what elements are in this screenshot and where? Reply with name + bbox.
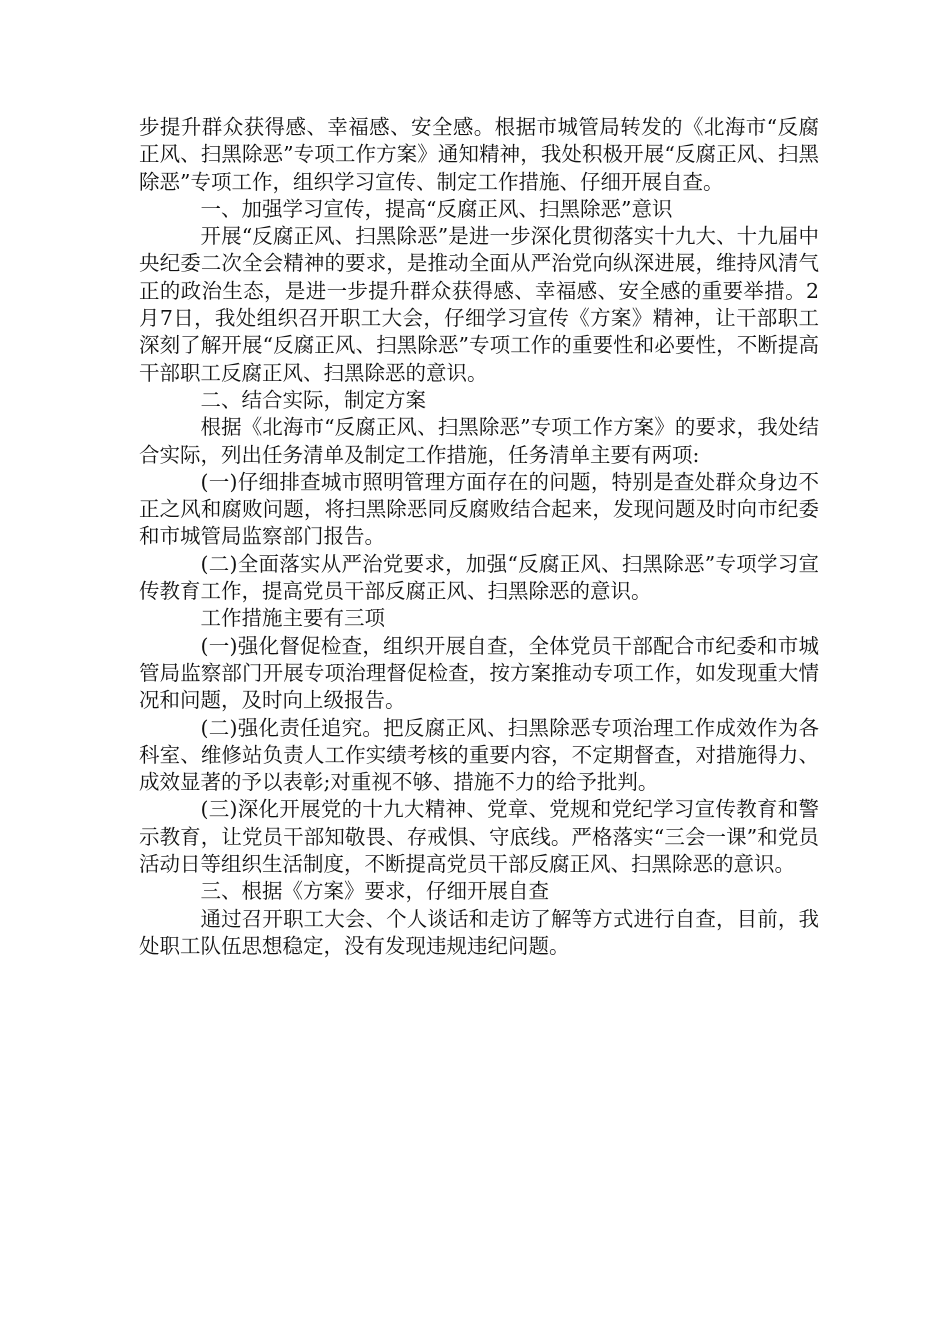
measure-item-2: (二)强化责任追究。把反腐正风、扫黑除恶专项治理工作成效作为各科室、维修站负责人工作实绩考核的重要内容，不定期督查，对措施得力、成效显著的予以表彰;对重视不够、措施不力的给予批判。	[139, 715, 819, 795]
task-item-2: (二)全面落实从严治党要求，加强“反腐正风、扫黑除恶”专项学习宣传教育工作，提高党员干部反腐正风、扫黑除恶的意识。	[139, 551, 819, 604]
paragraph-section-3: 通过召开职工大会、个人谈话和走访了解等方式进行自查，目前，我处职工队伍思想稳定，没有发现违规违纪问题。	[139, 906, 819, 958]
paragraph-section-2: 根据《北海市“反腐正风、扫黑除恶”专项工作方案》的要求，我处结合实际，列出任务清单及制定工作措施，任务清单主要有两项:	[139, 415, 819, 467]
paragraph-intro: 步提升群众获得感、幸福感、安全感。根据市城管局转发的《北海市“反腐正风、扫黑除恶”专项工作方案》通知精神，我处积极开展“反腐正风、扫黑除恶”专项工作，组织学习宣传、制定工作措施、仔细开展自查。	[139, 115, 819, 194]
measure-item-1: (一)强化督促检查，组织开展自查，全体党员干部配合市纪委和市城管局监察部门开展专项治理督促检查，按方案推动专项工作，如发现重大情况和问题，及时向上级报告。	[139, 633, 819, 713]
document-body	[139, 114, 819, 960]
section-heading-2: 二、结合实际，制定方案	[200, 387, 426, 412]
paragraph-section-1: 开展“反腐正风、扫黑除恶”是进一步深化贯彻落实十九大、十九届中央纪委二次全会精神的要求，是推动全面从严治党向纵深进展，维持风清气正的政治生态，是进一步提升群众获得感、幸福感、安全感的重要举措。2月7日，我处组织召开职工大会，仔细学习宣传《方案》精神，让干部职工深刻了解开展“反腐正风、扫黑除恶”专项工作的重要性和必要性，不断提高干部职工反腐正风、扫黑除恶的意识。	[139, 224, 819, 385]
section-heading-1: 一、加强学习宣传，提高“反腐正风、扫黑除恶”意识	[200, 196, 673, 221]
section-heading-3: 三、根据《方案》要求，仔细开展自查	[200, 879, 549, 904]
measures-heading: 工作措施主要有三项	[200, 606, 385, 631]
measure-item-3: (三)深化开展党的十九大精神、党章、党规和党纪学习宣传教育和警示教育，让党员干部知敬畏、存戒惧、守底线。严格落实“三会一课”和党员活动日等组织生活制度，不断提高党员干部反腐正风、扫黑除恶的意识。	[139, 797, 819, 877]
task-item-1: (一)仔细排查城市照明管理方面存在的问题，特别是查处群众身边不正之风和腐败问题，将扫黑除恶同反腐败结合起来，发现问题及时向市纪委和市城管局监察部门报告。	[139, 469, 819, 549]
